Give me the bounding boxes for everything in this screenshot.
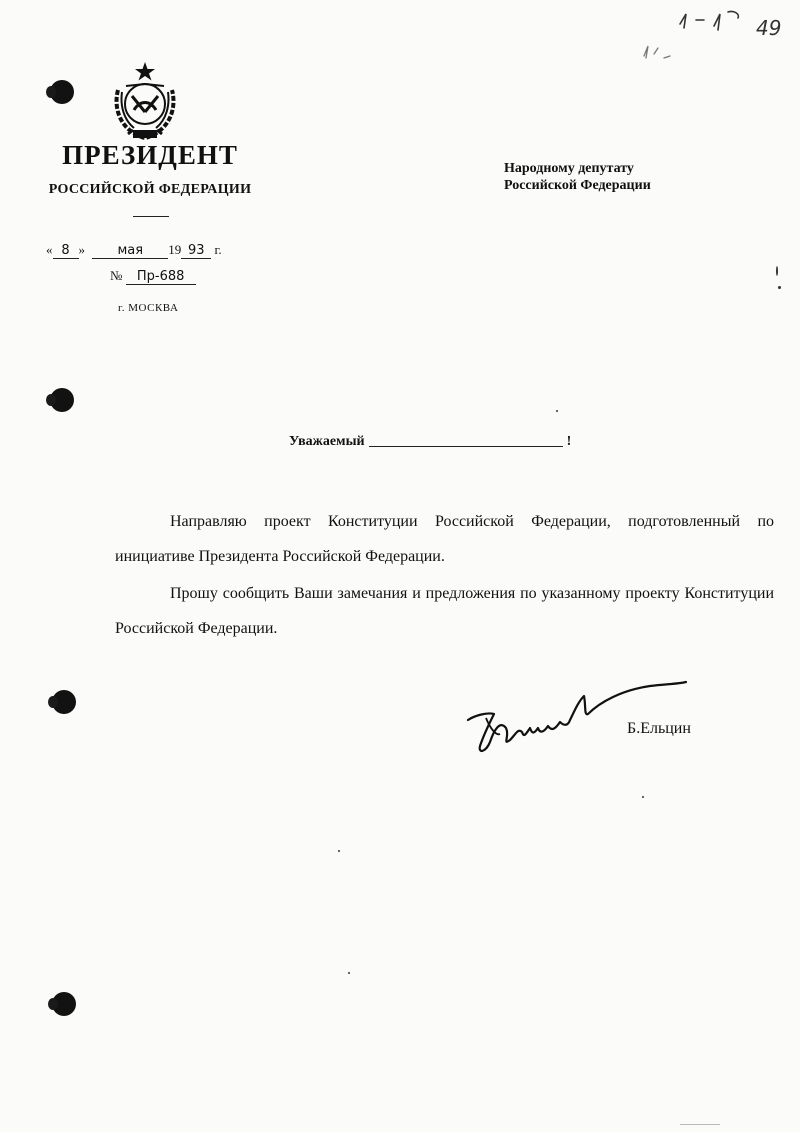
handwritten-mark-icon <box>676 4 746 34</box>
letterhead-divider <box>133 216 169 217</box>
addressee <box>504 160 651 194</box>
date-day: 8 <box>53 243 79 259</box>
greeting <box>289 434 571 450</box>
letterhead-title: ПРЕЗИДЕНТ <box>62 140 238 170</box>
punch-hole-icon <box>50 80 74 104</box>
date-close-quote: » <box>78 242 85 257</box>
scan-speck <box>556 410 558 412</box>
greeting-blank-line <box>369 446 563 447</box>
state-emblem-icon <box>104 60 186 144</box>
handwritten-mark-icon <box>640 40 680 64</box>
addressee-line2: Российской Федерации <box>504 178 651 193</box>
greeting-prefix: Уважаемый <box>289 434 365 449</box>
body-paragraph: Направляю проект Конституции Российской Федерации, подготовленный по инициативе Президента Российской Федерации. <box>115 513 774 565</box>
number-label: № <box>110 268 123 283</box>
date-year: 93 <box>181 243 211 259</box>
date-line <box>46 242 222 259</box>
city: г. МОСКВА <box>118 302 179 314</box>
scan-edge-line <box>680 1124 720 1125</box>
addressee-line1: Народному депутату <box>504 161 634 176</box>
punch-hole-icon <box>50 388 74 412</box>
document-number <box>110 268 196 285</box>
punch-hole-icon <box>52 992 76 1016</box>
date-open-quote: « <box>46 242 53 257</box>
letterhead-subtitle: РОССИЙСКОЙ ФЕДЕРАЦИИ <box>48 182 252 197</box>
body-paragraph: Прошу сообщить Ваши замечания и предложения по указанному проекту Конституции Российской Федерации. <box>115 585 774 637</box>
punch-hole-icon <box>52 690 76 714</box>
scan-speck <box>778 286 781 289</box>
scan-speck <box>348 972 350 974</box>
scan-speck <box>776 266 778 276</box>
greeting-suffix: ! <box>566 434 572 449</box>
date-year-prefix: 19 <box>168 242 182 257</box>
signature-icon <box>460 672 700 762</box>
date-month: мая <box>92 243 168 259</box>
scan-speck <box>338 850 340 852</box>
scan-speck <box>642 796 644 798</box>
letter-body <box>115 504 774 648</box>
archive-page-number: 49 <box>756 16 782 40</box>
signer-name: Б.Ельцин <box>627 720 691 737</box>
number-value: Пр-688 <box>126 269 196 285</box>
date-year-suffix: г. <box>214 242 222 257</box>
